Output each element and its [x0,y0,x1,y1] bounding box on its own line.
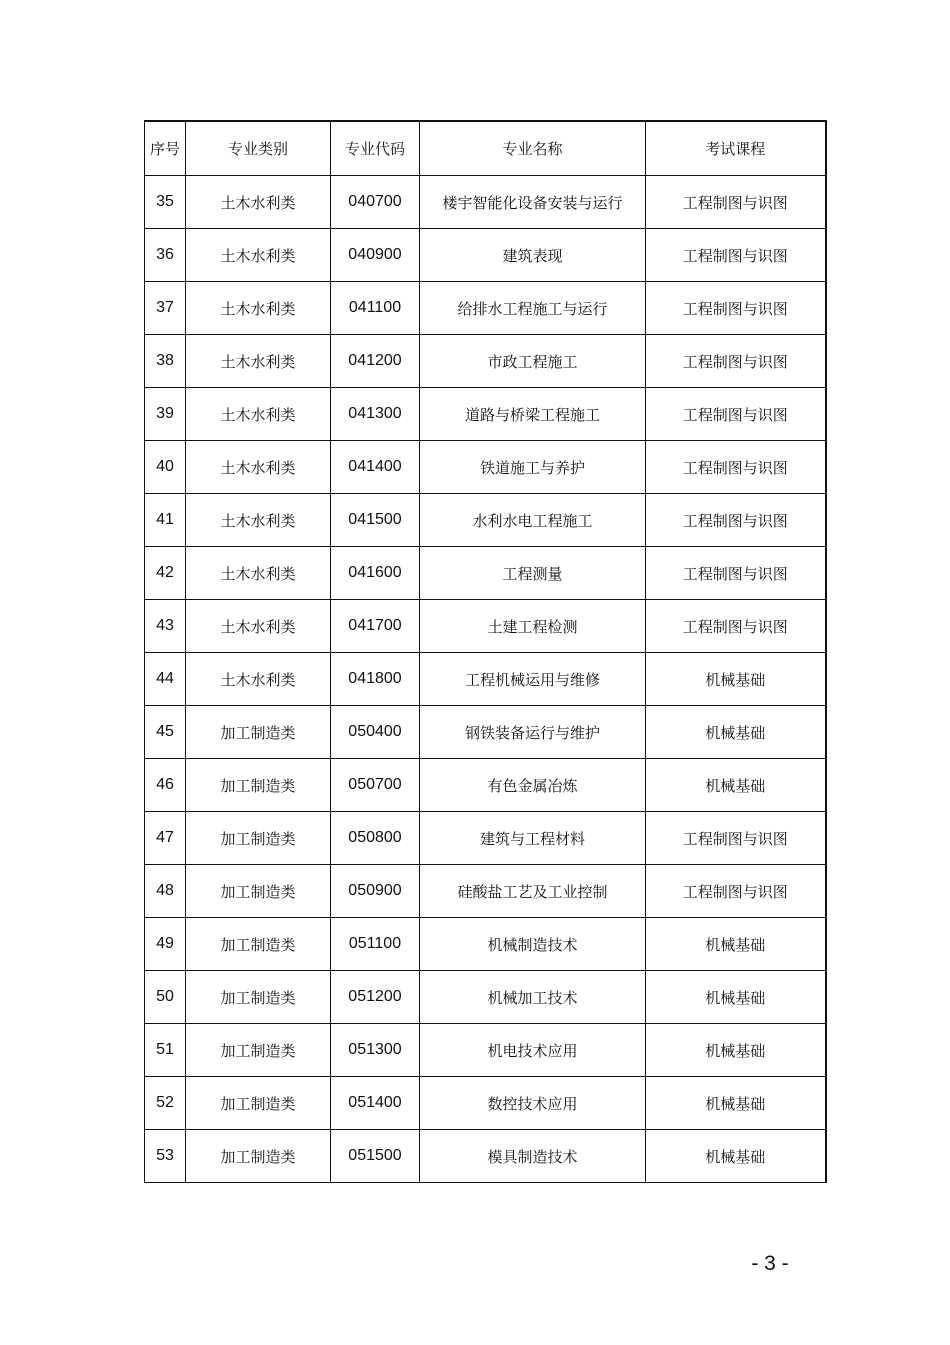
cell-major-name: 机械加工技术 [420,971,646,1024]
cell-exam-course: 机械基础 [646,1077,826,1130]
table-row [145,1024,826,1077]
cell-major-name: 硅酸盐工艺及工业控制 [420,865,646,918]
table-row [145,971,826,1024]
cell-seq: 52 [145,1077,186,1130]
table-row [145,441,826,494]
cell-seq: 42 [145,547,186,600]
cell-category: 加工制造类 [186,1130,331,1183]
cell-seq: 51 [145,1024,186,1077]
table-body [145,176,826,1183]
cell-exam-course: 机械基础 [646,1024,826,1077]
cell-major-name: 铁道施工与养护 [420,441,646,494]
table-row [145,1130,826,1183]
cell-code: 051500 [331,1130,420,1183]
table-row [145,229,826,282]
cell-code: 051100 [331,918,420,971]
cell-code: 041400 [331,441,420,494]
cell-code: 050800 [331,812,420,865]
table-row [145,918,826,971]
header-code: 专业代码 [331,121,420,176]
cell-seq: 39 [145,388,186,441]
table-row [145,759,826,812]
cell-exam-course: 工程制图与识图 [646,865,826,918]
cell-exam-course: 机械基础 [646,706,826,759]
cell-major-name: 工程测量 [420,547,646,600]
cell-major-name: 给排水工程施工与运行 [420,282,646,335]
table-row [145,706,826,759]
cell-code: 050900 [331,865,420,918]
table-row [145,1077,826,1130]
cell-major-name: 工程机械运用与维修 [420,653,646,706]
cell-category: 土木水利类 [186,282,331,335]
cell-exam-course: 工程制图与识图 [646,494,826,547]
cell-seq: 40 [145,441,186,494]
cell-seq: 35 [145,176,186,229]
cell-seq: 37 [145,282,186,335]
cell-major-name: 建筑与工程材料 [420,812,646,865]
table-row [145,388,826,441]
cell-major-name: 机械制造技术 [420,918,646,971]
cell-category: 土木水利类 [186,600,331,653]
cell-category: 加工制造类 [186,706,331,759]
cell-major-name: 土建工程检测 [420,600,646,653]
cell-exam-course: 工程制图与识图 [646,441,826,494]
cell-code: 041800 [331,653,420,706]
cell-category: 土木水利类 [186,388,331,441]
cell-category: 土木水利类 [186,653,331,706]
cell-exam-course: 机械基础 [646,653,826,706]
table-row [145,865,826,918]
cell-exam-course: 机械基础 [646,1130,826,1183]
cell-category: 加工制造类 [186,812,331,865]
cell-major-name: 数控技术应用 [420,1077,646,1130]
cell-category: 土木水利类 [186,229,331,282]
cell-major-name: 楼宇智能化设备安装与运行 [420,176,646,229]
cell-exam-course: 工程制图与识图 [646,335,826,388]
header-major-name: 专业名称 [420,121,646,176]
table-row [145,494,826,547]
cell-seq: 36 [145,229,186,282]
cell-seq: 44 [145,653,186,706]
cell-major-name: 钢铁装备运行与维护 [420,706,646,759]
cell-major-name: 机电技术应用 [420,1024,646,1077]
cell-code: 051200 [331,971,420,1024]
cell-seq: 47 [145,812,186,865]
cell-code: 050400 [331,706,420,759]
cell-seq: 43 [145,600,186,653]
cell-exam-course: 工程制图与识图 [646,229,826,282]
cell-exam-course: 工程制图与识图 [646,282,826,335]
cell-seq: 48 [145,865,186,918]
cell-code: 041700 [331,600,420,653]
cell-exam-course: 工程制图与识图 [646,812,826,865]
cell-code: 040700 [331,176,420,229]
header-seq: 序号 [145,121,186,176]
cell-seq: 49 [145,918,186,971]
header-category: 专业类别 [186,121,331,176]
table-row [145,653,826,706]
cell-category: 加工制造类 [186,1077,331,1130]
table-row [145,176,826,229]
cell-code: 041200 [331,335,420,388]
cell-major-name: 水利水电工程施工 [420,494,646,547]
cell-exam-course: 机械基础 [646,759,826,812]
cell-exam-course: 工程制图与识图 [646,176,826,229]
cell-category: 土木水利类 [186,547,331,600]
cell-code: 041100 [331,282,420,335]
cell-exam-course: 工程制图与识图 [646,388,826,441]
cell-major-name: 模具制造技术 [420,1130,646,1183]
cell-category: 土木水利类 [186,176,331,229]
cell-category: 加工制造类 [186,918,331,971]
cell-category: 土木水利类 [186,335,331,388]
table-row [145,335,826,388]
cell-exam-course: 机械基础 [646,918,826,971]
cell-code: 051400 [331,1077,420,1130]
cell-seq: 38 [145,335,186,388]
cell-major-name: 市政工程施工 [420,335,646,388]
cell-category: 加工制造类 [186,1024,331,1077]
cell-code: 041600 [331,547,420,600]
cell-category: 加工制造类 [186,971,331,1024]
cell-major-name: 建筑表现 [420,229,646,282]
cell-major-name: 有色金属冶炼 [420,759,646,812]
cell-category: 加工制造类 [186,865,331,918]
header-exam-course: 考试课程 [646,121,826,176]
cell-seq: 41 [145,494,186,547]
cell-seq: 53 [145,1130,186,1183]
table-row [145,812,826,865]
cell-code: 041500 [331,494,420,547]
cell-category: 土木水利类 [186,441,331,494]
cell-code: 051300 [331,1024,420,1077]
cell-seq: 46 [145,759,186,812]
cell-category: 加工制造类 [186,759,331,812]
table-row [145,600,826,653]
cell-exam-course: 工程制图与识图 [646,547,826,600]
cell-major-name: 道路与桥梁工程施工 [420,388,646,441]
table-row [145,547,826,600]
cell-seq: 50 [145,971,186,1024]
table-header-row [145,121,826,176]
page-number: - 3 - [751,1252,789,1275]
cell-category: 土木水利类 [186,494,331,547]
cell-exam-course: 工程制图与识图 [646,600,826,653]
cell-seq: 45 [145,706,186,759]
cell-exam-course: 机械基础 [646,971,826,1024]
table-row [145,282,826,335]
majors-table [144,120,827,1183]
cell-code: 041300 [331,388,420,441]
cell-code: 040900 [331,229,420,282]
cell-code: 050700 [331,759,420,812]
